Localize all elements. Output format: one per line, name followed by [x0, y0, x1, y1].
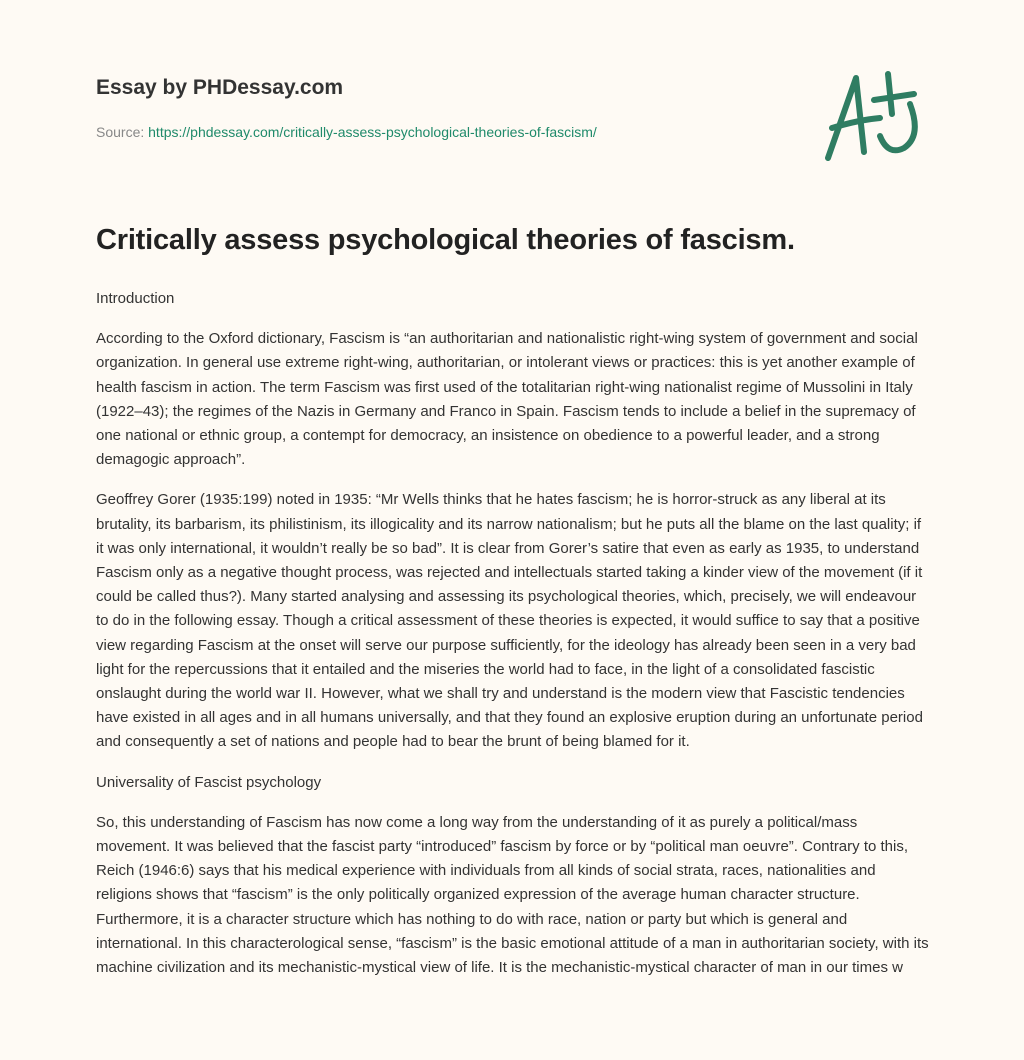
source-line [96, 124, 597, 140]
article-body [96, 287, 932, 996]
section-heading-introduction: Introduction [96, 290, 175, 307]
article-title: Critically assess psychological theories of fascism. [96, 224, 795, 256]
paragraph: So, this understanding of Fascism has now come a long way from the understanding of it as purely a political/mass movement. It was believed that the fascist party “introduced” fascism by force or by “political man oeuvre”. Contrary to this, Reich (1946:6) says that his medical experience with individuals from all kinds of social strata, races, nationalities and religions shows that “fascism” is the only politically organized expression of the average human character structure. Furthermore, it is a character structure which has nothing to do with race, nation or party but which is general and international. In this characterological sense, “fascism” is the basic emotional attitude of a man in authoritarian society, with its machine civilization and its mechanistic-mystical view of life. It is the mechanistic-mystical character of man in our times w [96, 813, 929, 977]
source-link[interactable]: https://phdessay.com/critically-assess-psychological-theories-of-fascism/ [148, 124, 597, 140]
a-plus-logo-icon [818, 66, 928, 166]
site-title: Essay by PHDessay.com [96, 76, 344, 99]
source-label: Source: [96, 124, 145, 140]
paragraph: Geoffrey Gorer (1935:199) noted in 1935: “Mr Wells thinks that he hates fascism; he is horror-struck as any liberal at its brutality, its barbarism, its philistinism, its illogicality and its narrow nationalism; but he puts all the blame on the last quality; if it was only international, it wouldn’t really be so bad”. It is clear from Gorer’s satire that even as early as 1935, to understand Fascism only as a negative thought process, was rejected and intellectuals started taking a kinder view of the movement (if it could be called thus?). Many started analysing and assessing its psychological theories, which, precisely, we will endeavour to do in the following essay. Though a critical assessment of these theories is expected, it would suffice to say that a positive view regarding Fascism at the onset will serve our purpose sufficiently, for the ideology has already been seen in a very bad light for the repercussions that it entailed and the miseries the world had to face, in the light of a consolidated fascistic onslaught during the world war II. However, what we shall try and understand is the modern view that Fascistic tendencies have existed in all ages and in all humans universally, and that they found an explosive eruption during an unfortunate period and consequently a set of nations and people had to bear the brunt of being blamed for it. [96, 491, 923, 751]
paragraph: According to the Oxford dictionary, Fascism is “an authoritarian and nationalistic right-wing system of government and social organization. In general use extreme right-wing, authoritarian, or intolerant views or practices: this is yet another example of health fascism in action. The term Fascism was first used of the totalitarian right-wing nationalist regime of Mussolini in Italy (1922–43); the regimes of the Nazis in Germany and Franco in Spain. Fascism tends to include a belief in the supremacy of one national or ethnic group, a contempt for democracy, an insistence on obedience to a powerful leader, and a strong demagogic approach”. [96, 330, 918, 469]
section-heading-universality: Universality of Fascist psychology [96, 773, 322, 791]
